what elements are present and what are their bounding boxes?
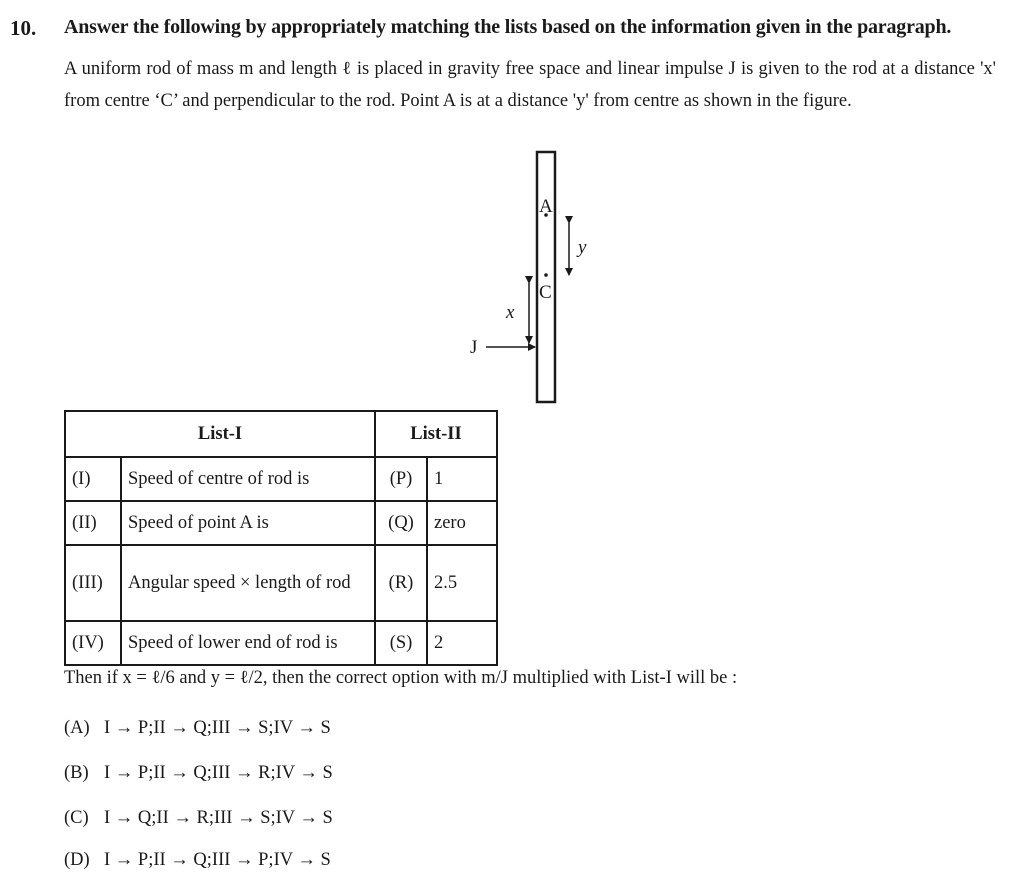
list-1-item: Speed of lower end of rod is (121, 621, 375, 665)
list-2-code: (P) (375, 457, 427, 501)
option-b[interactable] (64, 763, 333, 784)
point-a-label: A (539, 196, 553, 217)
list-1-item: Angular speed × length of rod (121, 545, 375, 621)
option-text: I → Q;II → R;III → S;IV → S (104, 808, 333, 828)
list-1-number: (III) (65, 545, 121, 621)
x-label: x (506, 302, 515, 323)
option-letter: (C) (64, 808, 89, 828)
question-heading: Answer the following by appropriately matching the lists based on the information given in the paragraph. (64, 16, 952, 38)
table-row (65, 621, 497, 665)
list-1-number: (IV) (65, 621, 121, 665)
list-2-value: zero (427, 501, 497, 545)
question-text: Then if x = ℓ/6 and y = ℓ/2, then the correct option with m/J multiplied with List-I will be : (64, 668, 738, 688)
list-1-item: Speed of centre of rod is (121, 457, 375, 501)
list-2-value: 2 (427, 621, 497, 665)
option-letter: (D) (64, 850, 90, 870)
list-2-value: 1 (427, 457, 497, 501)
list-1-number: (II) (65, 501, 121, 545)
option-a[interactable] (64, 718, 331, 739)
table-row (65, 457, 497, 501)
matching-table (64, 410, 498, 666)
rod (537, 152, 555, 402)
list-1-item: Speed of point A is (121, 501, 375, 545)
option-text: I → P;II → Q;III → R;IV → S (104, 763, 333, 783)
option-letter: (B) (64, 763, 89, 783)
list-2-code: (R) (375, 545, 427, 621)
list-1-number: (I) (65, 457, 121, 501)
point-c-label: C (539, 282, 552, 303)
list-2-value: 2.5 (427, 545, 497, 621)
option-letter: (A) (64, 718, 90, 738)
list-2-code: (Q) (375, 501, 427, 545)
rod-figure (460, 145, 620, 410)
table-row (65, 501, 497, 545)
option-c[interactable] (64, 808, 333, 829)
list-2-header: List-II (375, 411, 497, 457)
table-header-row (65, 411, 497, 457)
list-2-code: (S) (375, 621, 427, 665)
question-number: 10. (10, 16, 37, 40)
question-paragraph: A uniform rod of mass m and length ℓ is placed in gravity free space and linear impulse J is given to the rod at a distance 'x' from centre ‘C’ and perpendicular to the rod. Point A is at a distance 'y' from centre as shown in the figure. (64, 59, 996, 111)
option-text: I → P;II → Q;III → S;IV → S (104, 718, 331, 738)
point-c-dot (544, 273, 548, 277)
table-row (65, 545, 497, 621)
option-d[interactable] (64, 850, 331, 871)
list-1-header: List-I (65, 411, 375, 457)
y-label: y (578, 237, 587, 258)
j-label: J (470, 337, 478, 358)
option-text: I → P;II → Q;III → P;IV → S (104, 850, 331, 870)
